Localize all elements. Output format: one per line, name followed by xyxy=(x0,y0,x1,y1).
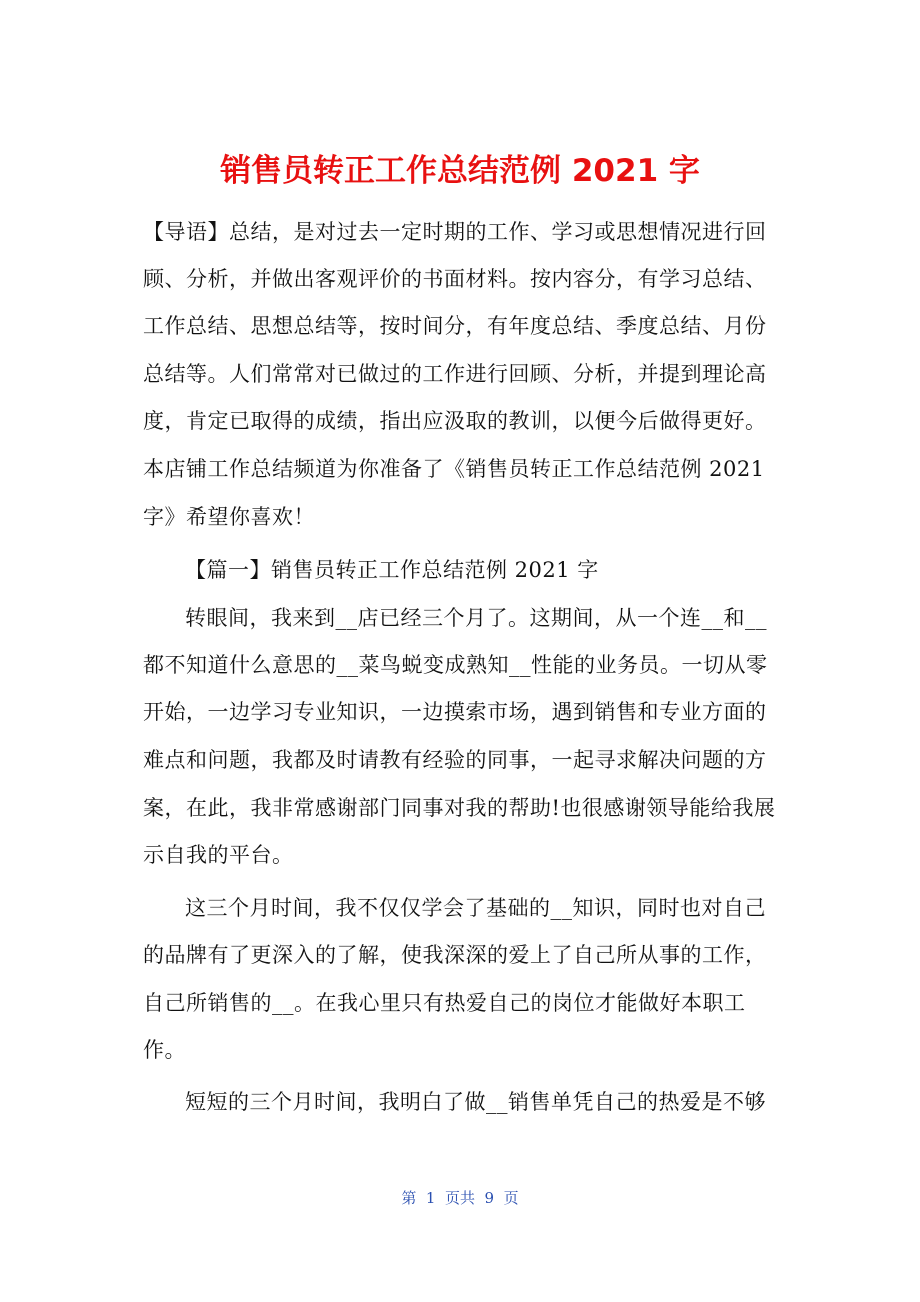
paragraph-3-line-1: 短短的三个月时间，我明白了做__销售单凭自己的热爱是不够 xyxy=(185,1090,766,1114)
section-heading: 【篇一】销售员转正工作总结范例 2021 字 xyxy=(185,558,599,582)
intro-line-3: 工作总结、思想总结等，按时间分，有年度总结、季度总结、月份 xyxy=(143,314,767,338)
intro-line-2: 顾、分析，并做出客观评价的书面材料。按内容分，有学习总结、 xyxy=(143,267,767,291)
intro-line-5: 度，肯定已取得的成绩，指出应汲取的教训，以便今后做得更好。 xyxy=(143,409,767,433)
paragraph-2-line-3: 自己所销售的__。在我心里只有热爱自己的岗位才能做好本职工 xyxy=(143,991,746,1015)
page-number-footer: 第 1 页共 9 页 xyxy=(401,1189,519,1207)
paragraph-1-line-3: 开始，一边学习专业知识，一边摸索市场，遇到销售和专业方面的 xyxy=(143,700,767,724)
intro-line-7: 字》希望你喜欢！ xyxy=(143,505,315,529)
document-title: 销售员转正工作总结范例 2021 字 xyxy=(220,153,700,189)
paragraph-1-line-1: 转眼间，我来到__店已经三个月了。这期间，从一个连__和__ xyxy=(185,606,767,630)
intro-line-6: 本店铺工作总结频道为你准备了《销售员转正工作总结范例 2021 xyxy=(143,457,765,481)
paragraph-1-line-6: 示自我的平台。 xyxy=(143,843,294,867)
paragraph-2-line-2: 的品牌有了更深入的了解，使我深深的爱上了自己所从事的工作， xyxy=(143,943,767,967)
intro-line-4: 总结等。人们常常对已做过的工作进行回顾、分析，并提到理论高 xyxy=(143,362,767,386)
paragraph-1-line-4: 难点和问题，我都及时请教有经验的同事，一起寻求解决问题的方 xyxy=(143,748,767,772)
paragraph-1-line-5: 案，在此，我非常感谢部门同事对我的帮助!也很感谢领导能给我展 xyxy=(143,796,776,820)
paragraph-2-line-1: 这三个月时间，我不仅仅学会了基础的__知识，同时也对自己 xyxy=(185,896,766,920)
intro-line-1: 【导语】总结，是对过去一定时期的工作、学习或思想情况进行回 xyxy=(143,220,767,244)
paragraph-2-line-4: 作。 xyxy=(143,1038,186,1062)
paragraph-1-line-2: 都不知道什么意思的__菜鸟蜕变成熟知__性能的业务员。一切从零 xyxy=(143,653,768,677)
